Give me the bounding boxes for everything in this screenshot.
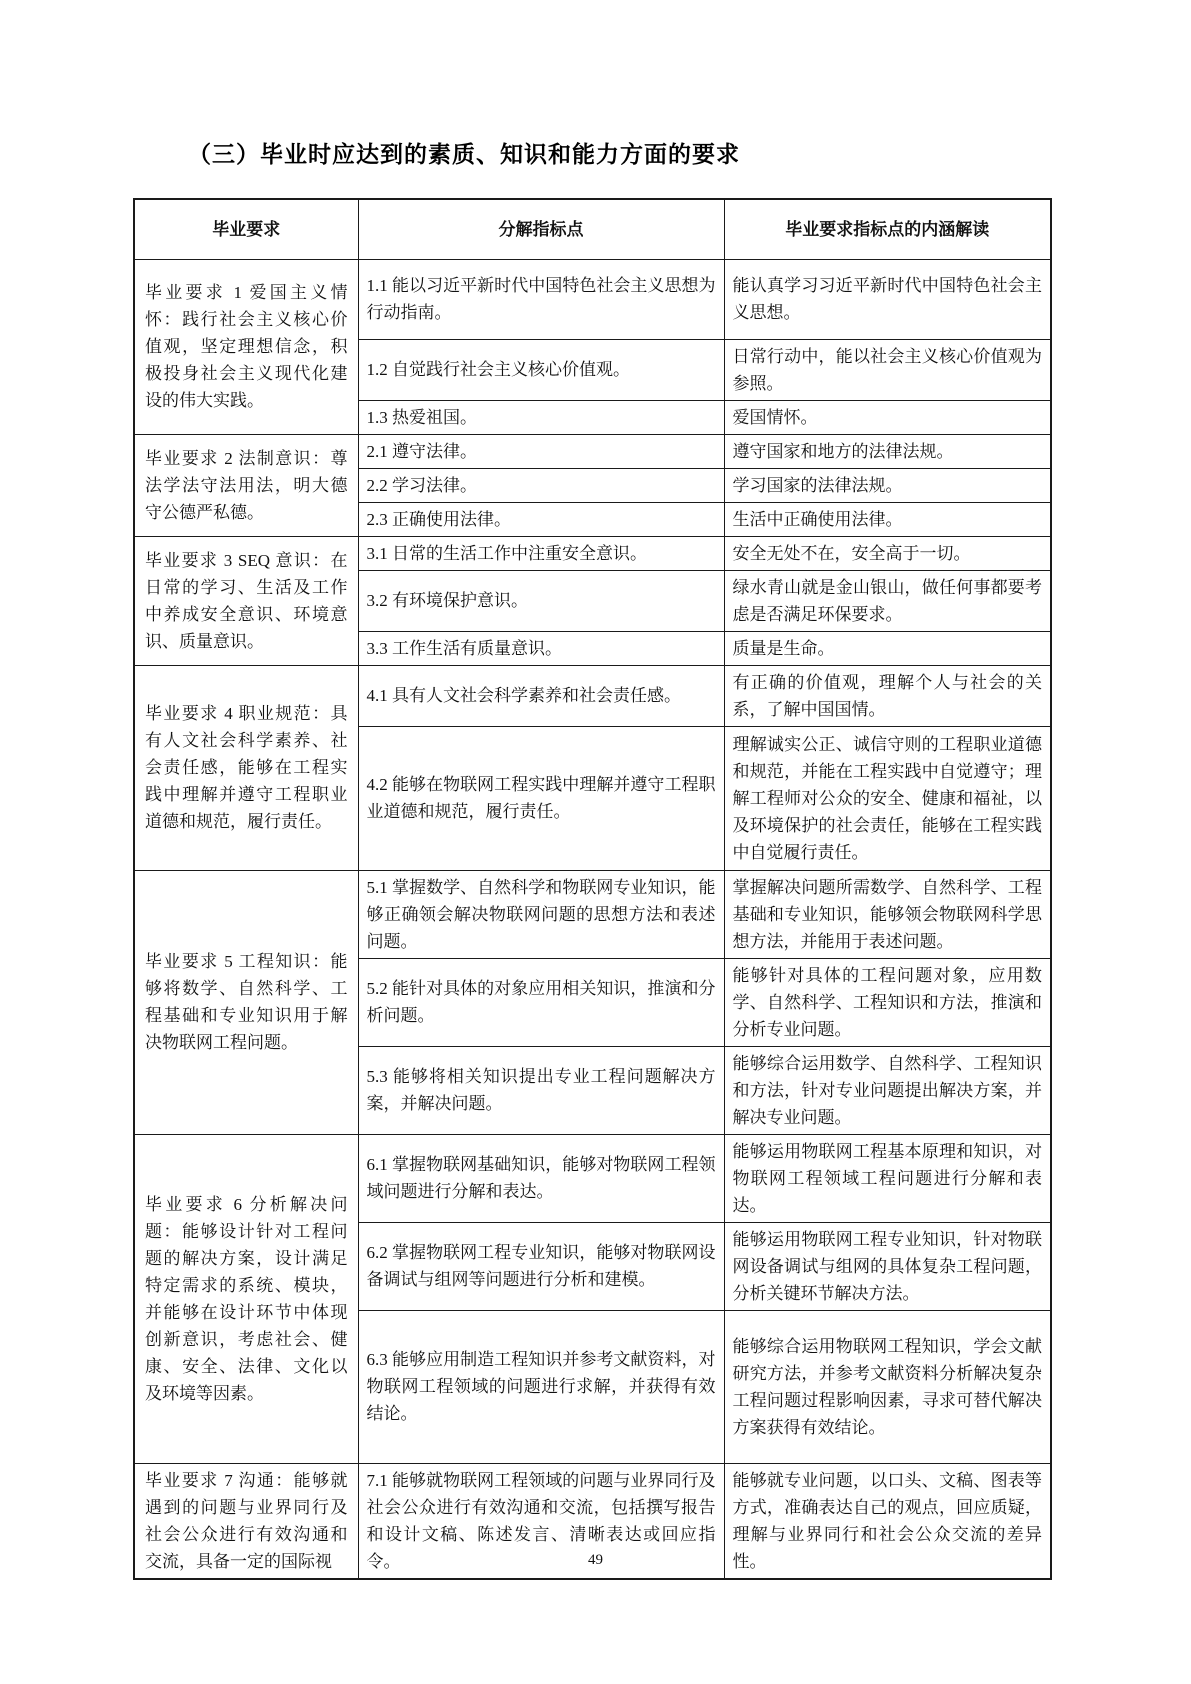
table-row bbox=[134, 870, 1051, 958]
interpretation-cell: 能够运用物联网工程基本原理和知识，对物联网工程领域工程问题进行分解和表达。 bbox=[724, 1134, 1051, 1222]
indicator-cell: 5.2 能针对具体的对象应用相关知识，推演和分析问题。 bbox=[358, 958, 724, 1046]
page-number: 49 bbox=[588, 1552, 603, 1568]
interpretation-cell: 生活中正确使用法律。 bbox=[724, 502, 1051, 536]
indicator-cell: 2.3 正确使用法律。 bbox=[358, 502, 724, 536]
table-header-row bbox=[134, 199, 1051, 259]
indicator-cell: 7.1 能够就物联网工程领域的问题与业界同行及社会公众进行有效沟通和交流，包括撰写报告和设计文稿、陈述发言、清晰表达或回应指令。 bbox=[358, 1463, 724, 1579]
interpretation-cell: 有正确的价值观，理解个人与社会的关系，了解中国国情。 bbox=[724, 665, 1051, 726]
indicator-cell: 6.2 掌握物联网工程专业知识，能够对物联网设备调试与组网等问题进行分析和建模。 bbox=[358, 1222, 724, 1310]
interpretation-cell: 掌握解决问题所需数学、自然科学、工程基础和专业知识，能够领会物联网科学思想方法，并能用于表述问题。 bbox=[724, 870, 1051, 958]
table-row bbox=[134, 434, 1051, 468]
requirement-cell: 毕业要求 7 沟通：能够就遇到的问题与业界同行及社会公众进行有效沟通和交流，具备一定的国际视 bbox=[134, 1463, 358, 1579]
table-row bbox=[134, 259, 1051, 339]
interpretation-cell: 能够综合运用物联网工程知识，学会文献研究方法，并参考文献资料分析解决复杂工程问题过程影响因素，寻求可替代解决方案获得有效结论。 bbox=[724, 1310, 1051, 1463]
page-title: （三）毕业时应达到的素质、知识和能力方面的要求 bbox=[188, 141, 740, 167]
interpretation-cell: 能认真学习习近平新时代中国特色社会主义思想。 bbox=[724, 259, 1051, 339]
indicator-cell: 3.2 有环境保护意识。 bbox=[358, 570, 724, 631]
interpretation-cell: 质量是生命。 bbox=[724, 631, 1051, 665]
interpretation-cell: 能够运用物联网工程专业知识，针对物联网设备调试与组网的具体复杂工程问题，分析关键环节解决方法。 bbox=[724, 1222, 1051, 1310]
requirement-cell: 毕业要求 6 分析解决问题：能够设计针对工程问题的解决方案，设计满足特定需求的系统、模块，并能够在设计环节中体现创新意识，考虑社会、健康、安全、法律、文化以及环境等因素。 bbox=[134, 1134, 358, 1463]
table-row bbox=[134, 1134, 1051, 1222]
interpretation-cell: 日常行动中，能以社会主义核心价值观为参照。 bbox=[724, 339, 1051, 400]
interpretation-cell: 理解诚实公正、诚信守则的工程职业道德和规范，并能在工程实践中自觉遵守；理解工程师对公众的安全、健康和福祉，以及环境保护的社会责任，能够在工程实践中自觉履行责任。 bbox=[724, 726, 1051, 870]
interpretation-cell: 能够综合运用数学、自然科学、工程知识和方法，针对专业问题提出解决方案，并解决专业问题。 bbox=[724, 1046, 1051, 1134]
table-row bbox=[134, 536, 1051, 570]
requirement-cell: 毕业要求 3 SEQ 意识：在日常的学习、生活及工作中养成安全意识、环境意识、质量意识。 bbox=[134, 536, 358, 665]
requirement-cell: 毕业要求 1 爱国主义情怀：践行社会主义核心价值观，坚定理想信念，积极投身社会主义现代化建设的伟大实践。 bbox=[134, 259, 358, 434]
indicator-cell: 1.1 能以习近平新时代中国特色社会主义思想为行动指南。 bbox=[358, 259, 724, 339]
indicator-cell: 2.2 学习法律。 bbox=[358, 468, 724, 502]
interpretation-cell: 能够针对具体的工程问题对象，应用数学、自然科学、工程知识和方法，推演和分析专业问题。 bbox=[724, 958, 1051, 1046]
interpretation-cell: 绿水青山就是金山银山，做任何事都要考虑是否满足环保要求。 bbox=[724, 570, 1051, 631]
indicator-cell: 6.3 能够应用制造工程知识并参考文献资料，对物联网工程领域的问题进行求解，并获得有效结论。 bbox=[358, 1310, 724, 1463]
interpretation-cell: 爱国情怀。 bbox=[724, 400, 1051, 434]
header-interpretation: 毕业要求指标点的内涵解读 bbox=[724, 199, 1051, 259]
indicator-cell: 5.3 能够将相关知识提出专业工程问题解决方案，并解决问题。 bbox=[358, 1046, 724, 1134]
header-indicator: 分解指标点 bbox=[358, 199, 724, 259]
indicator-cell: 4.2 能够在物联网工程实践中理解并遵守工程职业道德和规范，履行责任。 bbox=[358, 726, 724, 870]
indicator-cell: 4.1 具有人文社会科学素养和社会责任感。 bbox=[358, 665, 724, 726]
interpretation-cell: 能够就专业问题，以口头、文稿、图表等方式，准确表达自己的观点，回应质疑，理解与业界同行和社会公众交流的差异性。 bbox=[724, 1463, 1051, 1579]
requirement-cell: 毕业要求 5 工程知识：能够将数学、自然科学、工程基础和专业知识用于解决物联网工程问题。 bbox=[134, 870, 358, 1134]
requirement-cell: 毕业要求 4 职业规范：具有人文社会科学素养、社会责任感，能够在工程实践中理解并遵守工程职业道德和规范，履行责任。 bbox=[134, 665, 358, 870]
indicator-cell: 3.3 工作生活有质量意识。 bbox=[358, 631, 724, 665]
header-requirement: 毕业要求 bbox=[134, 199, 358, 259]
indicator-cell: 5.1 掌握数学、自然科学和物联网专业知识，能够正确领会解决物联网问题的思想方法和表述问题。 bbox=[358, 870, 724, 958]
indicator-cell: 6.1 掌握物联网基础知识，能够对物联网工程领域问题进行分解和表达。 bbox=[358, 1134, 724, 1222]
indicator-cell: 1.3 热爱祖国。 bbox=[358, 400, 724, 434]
table-row bbox=[134, 665, 1051, 726]
indicator-cell: 3.1 日常的生活工作中注重安全意识。 bbox=[358, 536, 724, 570]
interpretation-cell: 安全无处不在，安全高于一切。 bbox=[724, 536, 1051, 570]
graduation-requirements-table bbox=[133, 198, 1052, 1580]
requirement-cell: 毕业要求 2 法制意识：尊法学法守法用法，明大德守公德严私德。 bbox=[134, 434, 358, 536]
interpretation-cell: 学习国家的法律法规。 bbox=[724, 468, 1051, 502]
interpretation-cell: 遵守国家和地方的法律法规。 bbox=[724, 434, 1051, 468]
indicator-cell: 1.2 自觉践行社会主义核心价值观。 bbox=[358, 339, 724, 400]
indicator-cell: 2.1 遵守法律。 bbox=[358, 434, 724, 468]
